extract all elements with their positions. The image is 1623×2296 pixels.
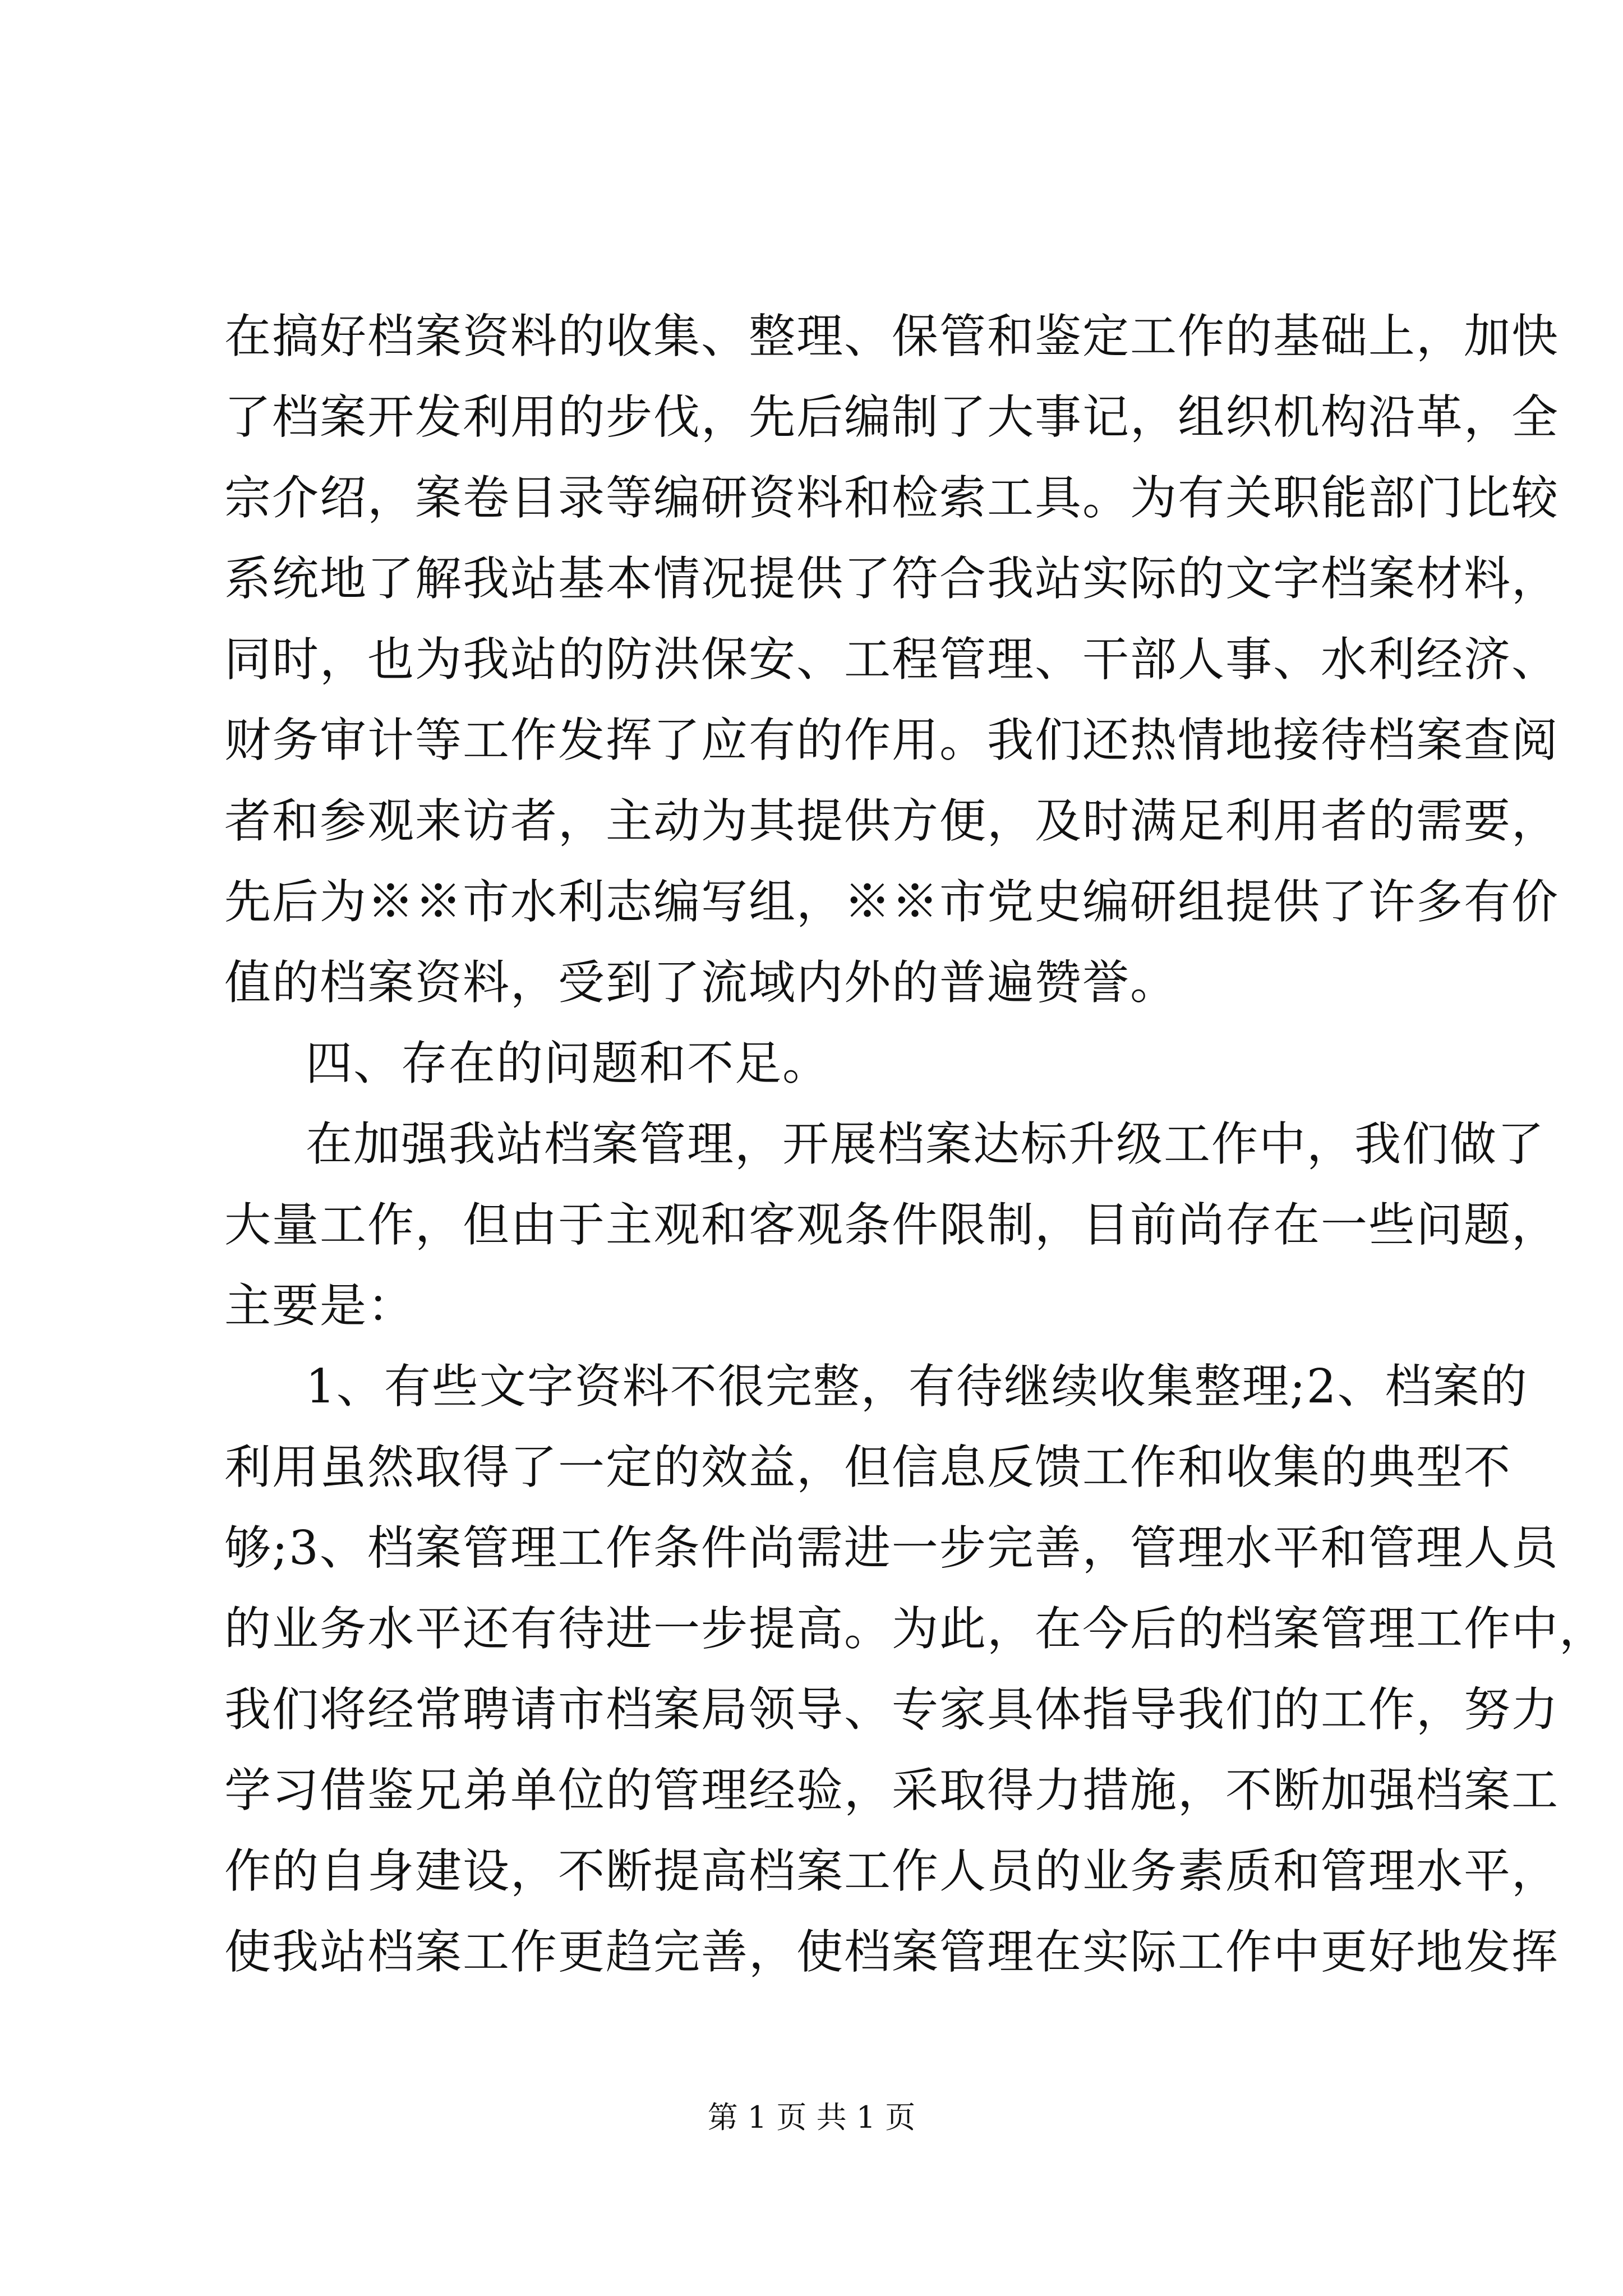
text-line: 主要是： (224, 1278, 415, 1333)
text-line: 了档案开发利用的步伐，先后编制了大事记，组织机构沿革，全 (224, 390, 1559, 444)
text-line: 在加强我站档案管理，开展档案达标升级工作中，我们做了 (306, 1117, 1545, 1171)
text-line: 值的档案资料，受到了流域内外的普遍赞誉。 (224, 955, 1178, 1010)
text-line: 系统地了解我站基本情况提供了符合我站实际的文字档案材料， (224, 551, 1559, 606)
text-line: 同时，也为我站的防洪保安、工程管理、干部人事、水利经济、 (224, 632, 1559, 687)
text-line: 先后为※※市水利志编写组，※※市党史编研组提供了许多有价 (224, 875, 1559, 929)
text-line: 学习借鉴兄弟单位的管理经验，采取得力措施，不断加强档案工 (224, 1763, 1559, 1818)
page-footer: 第 1 页 共 1 页 (707, 2100, 916, 2135)
text-line: 1、有些文字资料不很完整，有待继续收集整理;2、档案的 (306, 1359, 1528, 1414)
text-line: 使我站档案工作更趋完善，使档案管理在实际工作中更好地发挥 (224, 1925, 1559, 1979)
text-line: 财务审计等工作发挥了应有的作用。我们还热情地接待档案查阅 (224, 713, 1559, 767)
text-line: 大量工作，但由于主观和客观条件限制，目前尚存在一些问题， (224, 1198, 1559, 1252)
text-line: 我们将经常聘请市档案局领导、专家具体指导我们的工作，努力 (224, 1682, 1559, 1737)
text-line: 利用虽然取得了一定的效益，但信息反馈工作和收集的典型不 (224, 1440, 1511, 1494)
text-line: 宗介绍，案卷目录等编研资料和检索工具。为有关职能部门比较 (224, 471, 1559, 525)
text-line: 的业务水平还有待进一步提高。为此，在今后的档案管理工作中， (224, 1602, 1607, 1656)
text-line: 够;3、档案管理工作条件尚需进一步完善，管理水平和管理人员 (224, 1521, 1559, 1575)
text-line: 者和参观来访者，主动为其提供方便，及时满足利用者的需要， (224, 794, 1559, 848)
section-heading: 四、存在的问题和不足。 (306, 1036, 830, 1091)
text-line: 在搞好档案资料的收集、整理、保管和鉴定工作的基础上，加快 (224, 309, 1559, 364)
text-line: 作的自身建设，不断提高档案工作人员的业务素质和管理水平， (224, 1844, 1559, 1898)
